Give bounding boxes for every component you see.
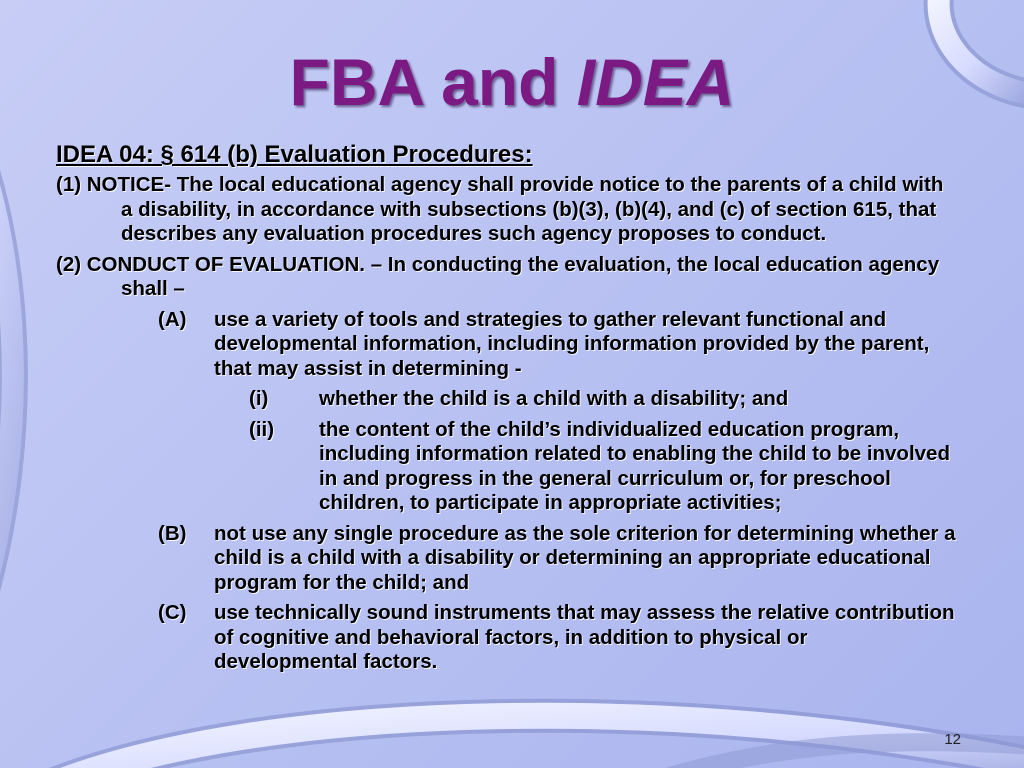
sub-list-item-marker: (i) — [249, 387, 269, 410]
title-main: FBA and — [289, 45, 577, 119]
list-item-marker: (B) — [158, 521, 187, 545]
list-item-marker: (A) — [158, 307, 187, 331]
list-item-text: not use any single procedure as the sole criterion for determining whether a child is a child with a disability or determining an appropriate educational program for the child; and — [214, 521, 956, 594]
slide-title — [0, 42, 1024, 122]
list-item-text: use a variety of tools and strategies to gather relevant functional and developmental information, including information provided by the parent, that may assist in determining - — [214, 307, 930, 380]
bottom-swoosh-decoration — [40, 716, 1024, 768]
slide-body — [56, 140, 956, 681]
page-number: 12 — [944, 731, 961, 748]
list-item — [56, 522, 956, 596]
list-item-marker: (C) — [158, 601, 187, 624]
list-item-text: use technically sound instruments that may assess the relative contribution of cognitive and behavioral factors, in addition to physical or developmental factors. — [214, 601, 955, 673]
paragraph-notice: (1) NOTICE- The local educational agency shall provide notice to the parents of a child with a disability, in accordance with subsections (b)(3), (b)(4), and (c) of section 615, that describes any evaluation procedures such agency proposes to conduct. — [56, 173, 944, 245]
sub-list-item-text: the content of the child’s individualized education program, including information related to enabling the child to be involved in and progress in the general curriculum or, for preschool children, to participate in appropriate activities; — [319, 417, 950, 514]
paragraph-conduct-of-evaluation: (2) CONDUCT OF EVALUATION. – In conducting the evaluation, the local education agency shall – — [56, 252, 940, 300]
sub-list-item — [56, 387, 956, 412]
sub-list-item-marker: (ii) — [249, 417, 275, 441]
sub-list-item — [56, 418, 956, 516]
list-item — [56, 308, 956, 382]
title-emphasis: IDEA — [576, 45, 735, 119]
section-heading: IDEA 04: § 614 (b) Evaluation Procedures: — [56, 141, 533, 168]
list-item — [56, 601, 956, 675]
sub-list-item-text: whether the child is a child with a disability; and — [319, 387, 789, 410]
